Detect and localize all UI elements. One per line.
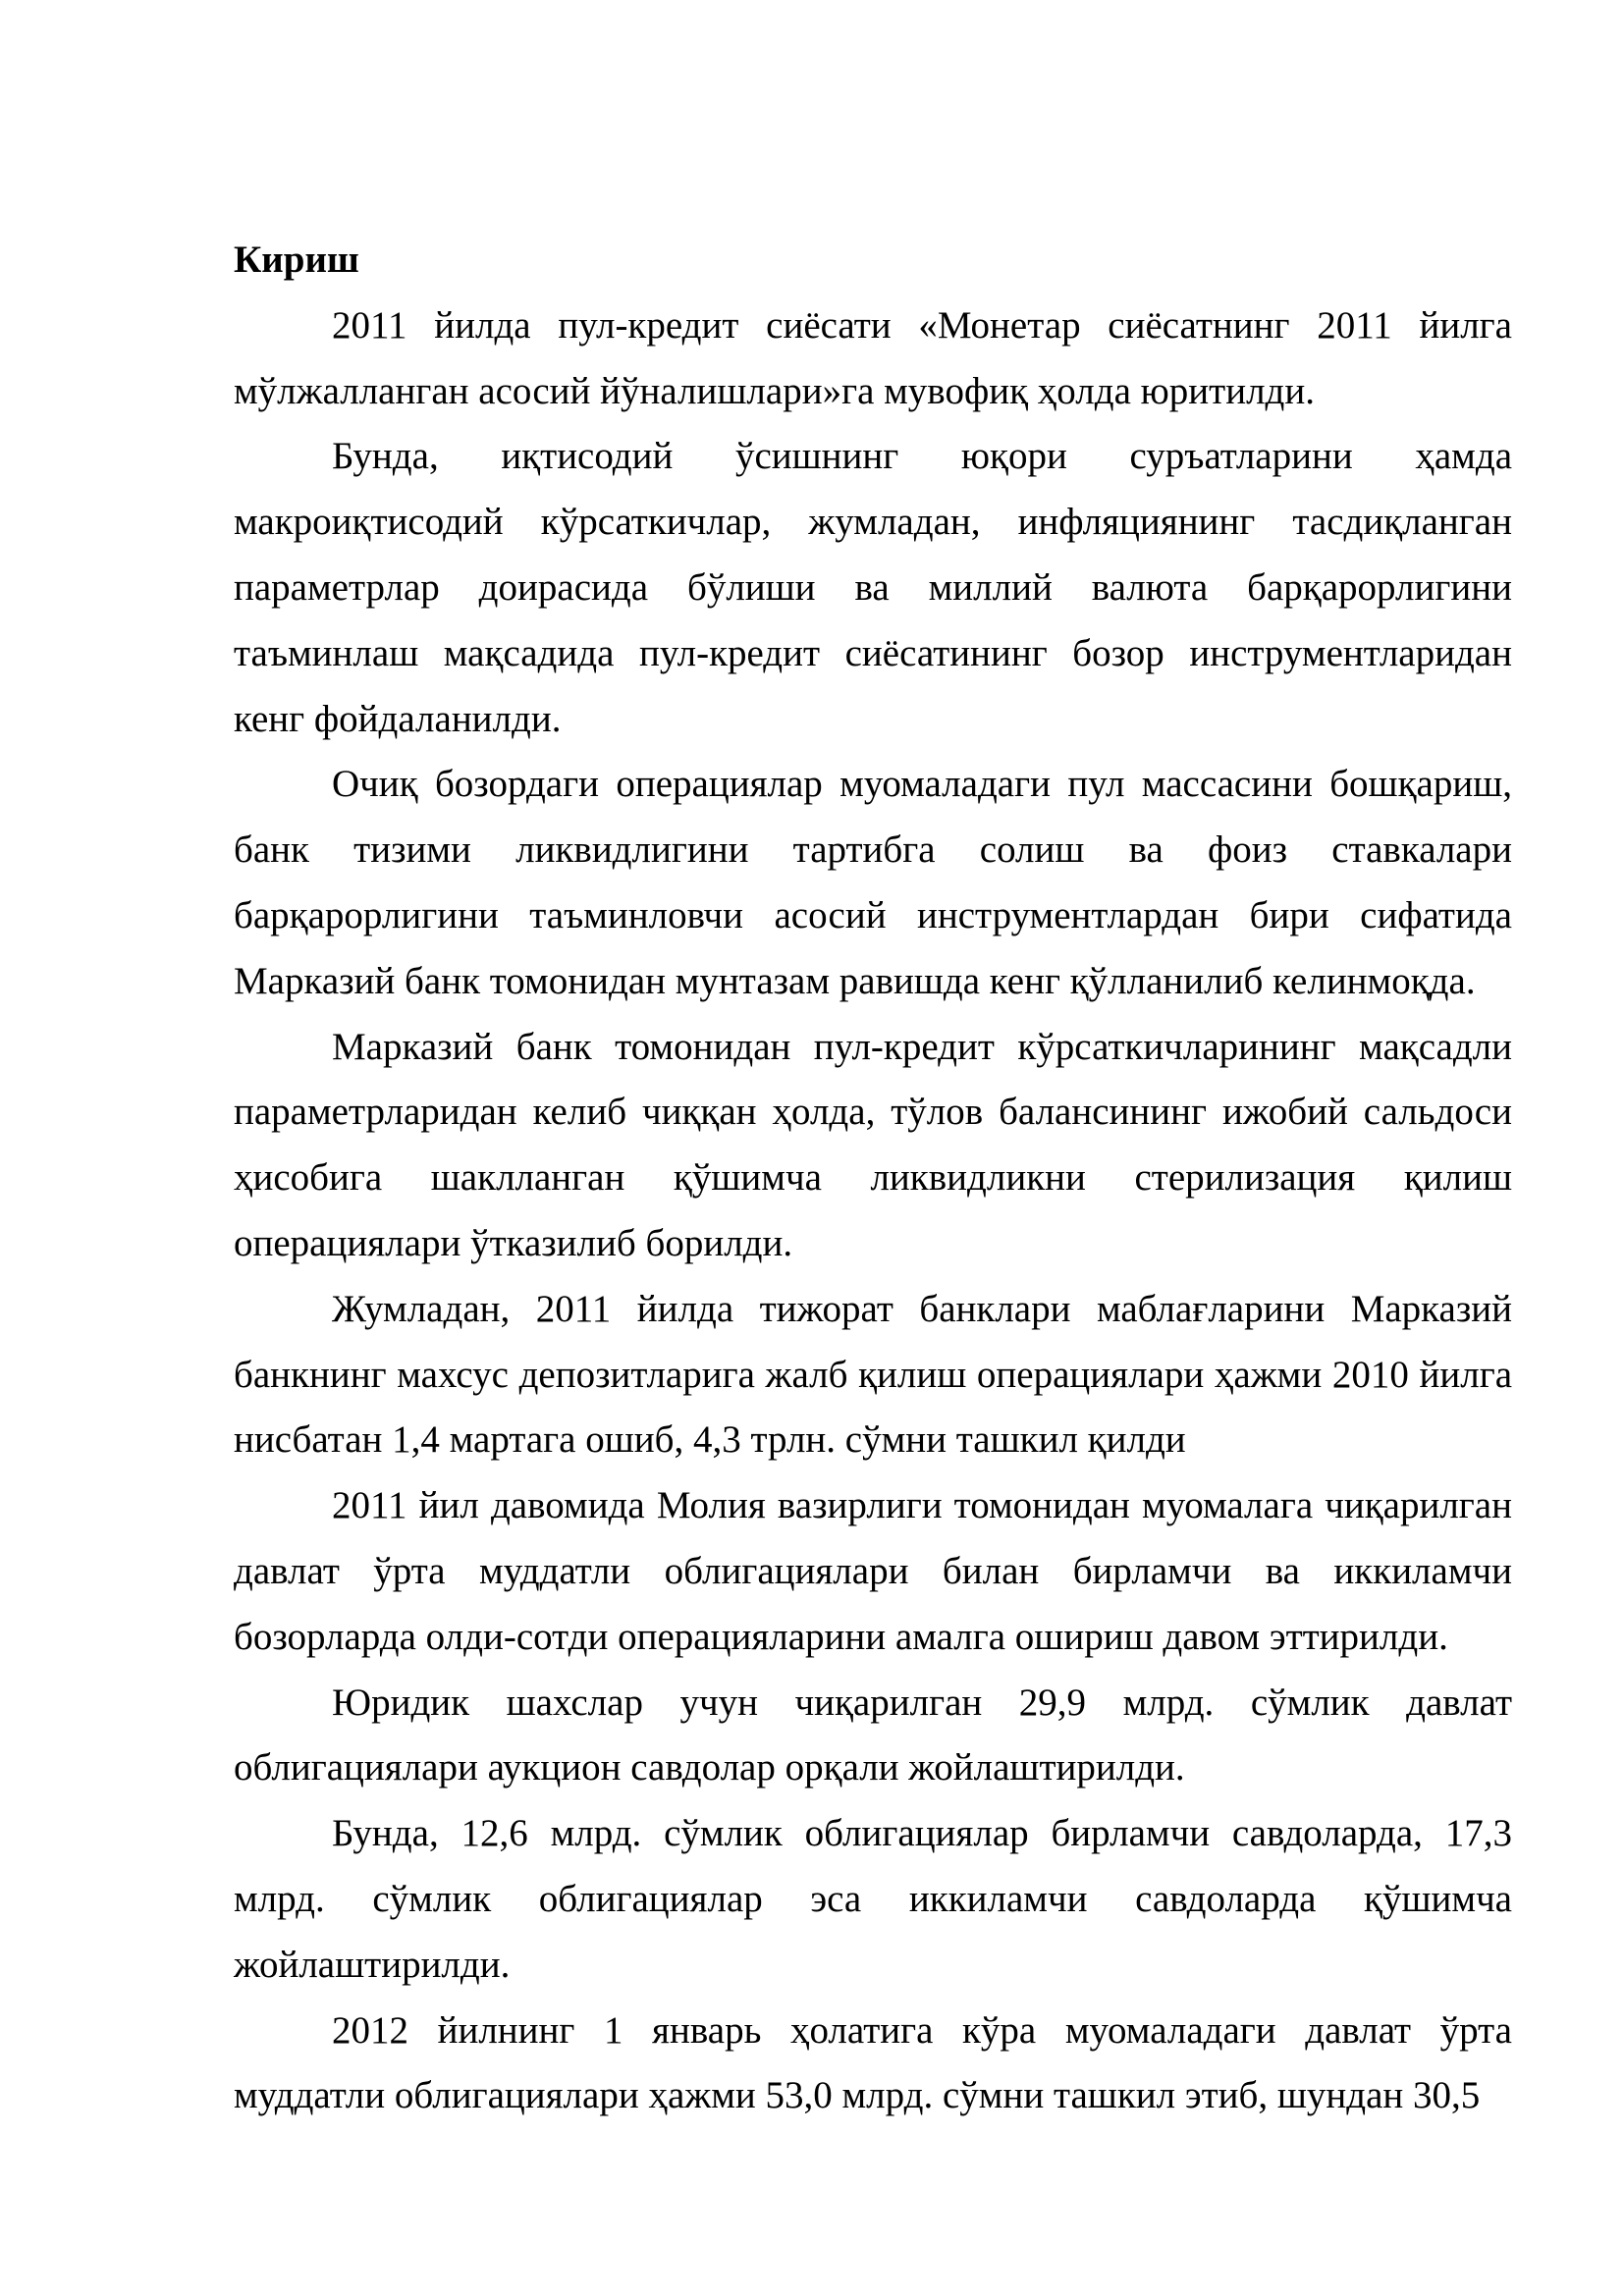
paragraph: Юридик шахслар учун чиқарилган 29,9 млрд. сўмлик давлат облигациялари аукцион савдолар орқали жойлаштирилди.: [234, 1681, 1512, 1789]
paragraph: Бунда, 12,6 млрд. сўмлик облигациялар бирламчи савдоларда, 17,3 млрд. сўмлик облигациялар эса иккиламчи савдоларда қўшимча жойлаштирилди.: [234, 1812, 1512, 1986]
paragraph: Жумладан, 2011 йилда тижорат банклари маблағларини Марказий банкнинг махсус депозитларига жалб қилиш операциялари ҳажми 2010 йилга нисбатан 1,4 мартага ошиб, 4,3 трлн. сўмни ташкил қилди: [234, 1287, 1512, 1462]
document-body: [234, 228, 1512, 2129]
paragraph: Очиқ бозордаги операциялар муомаладаги пул массасини бошқариш, банк тизими ликвидлигини тартибга солиш ва фоиз ставкалари барқарорлигини таъминловчи асосий инструментлардан бири сифатида Марказий банк томонидан мунтазам равишда кенг қўлланилиб келинмоқда.: [234, 763, 1512, 1002]
paragraph: Бунда, иқтисодий ўсишнинг юқори суръатларини ҳамда макроиқтисодий кўрсаткичлар, жумладан, инфляциянинг тасдиқланган параметрлар доирасида бўлиши ва миллий валюта барқарорлигини таъминлаш мақсадида пул-кредит сиёсатининг бозор инструментларидан кенг фойдаланилди.: [234, 435, 1512, 740]
paragraph: Марказий банк томонидан пул-кредит кўрсаткичларининг мақсадли параметрларидан келиб чиққан ҳолда, тўлов балансининг ижобий сальдоси ҳисобига шаклланган қўшимча ликвидликни стерилизация қилиш операциялари ўтказилиб борилди.: [234, 1025, 1512, 1264]
paragraph: 2011 йилда пул-кредит сиёсати «Монетар сиёсатнинг 2011 йилга мўлжалланган асосий йўналишлари»га мувофиқ ҳолда юритилди.: [234, 303, 1512, 412]
paragraph: 2011 йил давомида Молия вазирлиги томонидан муомалага чиқарилган давлат ўрта муддатли облигациялари билан бирламчи ва иккиламчи бозорларда олди-сотди операцияларини амалга ошириш давом эттирилди.: [234, 1484, 1512, 1658]
section-heading: Кириш: [234, 239, 359, 281]
paragraph: 2012 йилнинг 1 январь ҳолатига кўра муомаладаги давлат ўрта муддатли облигациялари ҳажми 53,0 млрд. сўмни ташкил этиб, шундан 30,5: [234, 2008, 1512, 2117]
